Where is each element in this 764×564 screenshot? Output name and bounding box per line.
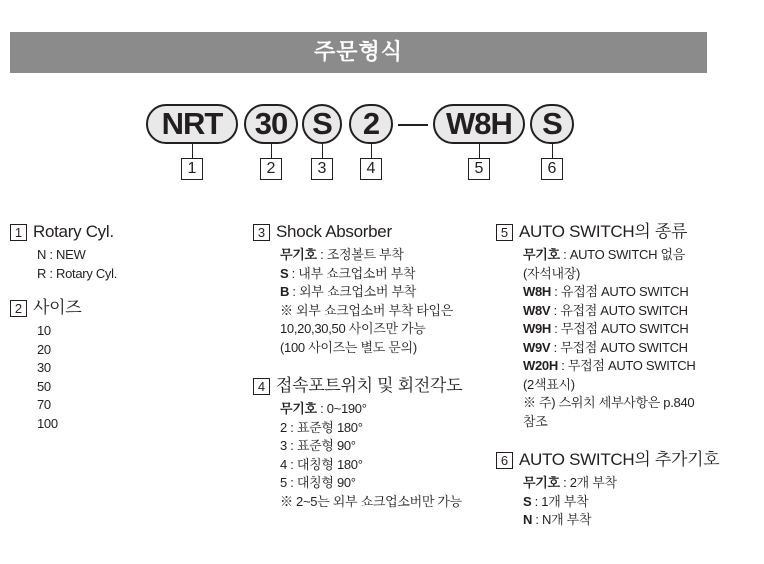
column-2 — [253, 221, 483, 525]
option-line: 무기호 : 2개 부착 — [523, 475, 617, 490]
note-line: (100 사이즈는 별도 문의) — [280, 339, 417, 355]
size-option: 10 — [37, 323, 51, 338]
section-number: 6 — [496, 452, 513, 469]
size-option: 70 — [37, 397, 51, 412]
code-number-3: 3 — [311, 158, 333, 180]
section-title: Shock Absorber — [276, 222, 392, 241]
option-line: 2 : 표준형 180° — [280, 419, 363, 435]
section-number: 4 — [253, 378, 270, 395]
option-line: 5 : 대칭형 90° — [280, 475, 356, 490]
section-size — [10, 297, 230, 433]
section-port-angle — [253, 375, 483, 511]
column-3 — [496, 221, 756, 544]
column-1 — [10, 221, 230, 447]
section-auto-switch-type — [496, 221, 756, 431]
option-line: 무기호 : AUTO SWITCH 없음 — [523, 247, 686, 262]
option-line: 3 : 표준형 90° — [280, 438, 356, 453]
order-code-diagram — [0, 104, 764, 194]
note-line: ※ 2~5는 외부 쇼크업소버만 가능 — [280, 493, 462, 509]
option-line: N : NEW — [37, 247, 86, 262]
option-line: N : N개 부착 — [523, 512, 592, 527]
section-title: 사이즈 — [33, 298, 82, 317]
size-option: 20 — [37, 341, 51, 357]
option-line: W8H : 유접점 AUTO SWITCH — [523, 284, 689, 299]
code-segment-shock: S — [302, 104, 342, 144]
option-line: B : 외부 쇼크업소버 부착 — [280, 284, 416, 299]
code-segment-size: 30 — [244, 104, 298, 144]
size-option: 100 — [37, 415, 58, 431]
option-line: S : 내부 쇼크업소버 부착 — [280, 265, 416, 281]
option-line: 무기호 : 조정볼트 부착 — [280, 247, 404, 262]
note-line: 참조 — [523, 413, 548, 429]
section-shock-absorber — [253, 221, 483, 357]
section-title: 접속포트위치 및 회전각도 — [276, 376, 463, 395]
option-line: 무기호 : 0~190° — [280, 401, 367, 416]
section-number: 2 — [10, 300, 27, 317]
code-segment-switch-qty: S — [530, 104, 574, 144]
section-title: Rotary Cyl. — [33, 222, 114, 241]
section-rotary-cyl — [10, 221, 230, 283]
option-line: W9H : 무접점 AUTO SWITCH — [523, 321, 689, 336]
option-line: W8V : 유접점 AUTO SWITCH — [523, 302, 688, 318]
page-title: 주문형식 — [10, 32, 707, 73]
note-line: ※ 주) 스위치 세부사항은 p.840 — [523, 395, 695, 410]
option-line: (자석내장) — [523, 265, 581, 281]
note-line: 10,20,30,50 사이즈만 가능 — [280, 321, 426, 336]
code-segment-port: 2 — [349, 104, 393, 144]
section-number: 5 — [496, 224, 513, 241]
size-option: 50 — [37, 378, 51, 394]
section-number: 3 — [253, 224, 270, 241]
section-number: 1 — [10, 224, 27, 241]
section-title: AUTO SWITCH의 추가기호 — [519, 450, 720, 469]
section-auto-switch-suffix — [496, 449, 756, 530]
code-segment-model: NRT — [146, 104, 238, 144]
size-option: 30 — [37, 360, 51, 375]
code-number-1: 1 — [181, 158, 203, 180]
code-number-6: 6 — [541, 158, 563, 180]
code-number-4: 4 — [360, 158, 382, 180]
code-dash — [398, 124, 428, 126]
code-number-2: 2 — [260, 158, 282, 180]
option-line: (2색표시) — [523, 376, 575, 392]
option-line: R : Rotary Cyl. — [37, 265, 118, 281]
option-line: W20H : 무접점 AUTO SWITCH — [523, 358, 696, 373]
section-title: AUTO SWITCH의 종류 — [519, 222, 688, 241]
option-line: S : 1개 부착 — [523, 493, 589, 509]
note-line: ※ 외부 쇼크업소버 부착 타입은 — [280, 302, 454, 318]
code-number-5: 5 — [468, 158, 490, 180]
option-line: W9V : 무접점 AUTO SWITCH — [523, 339, 688, 355]
option-line: 4 : 대칭형 180° — [280, 456, 363, 472]
code-segment-switch: W8H — [433, 104, 525, 144]
